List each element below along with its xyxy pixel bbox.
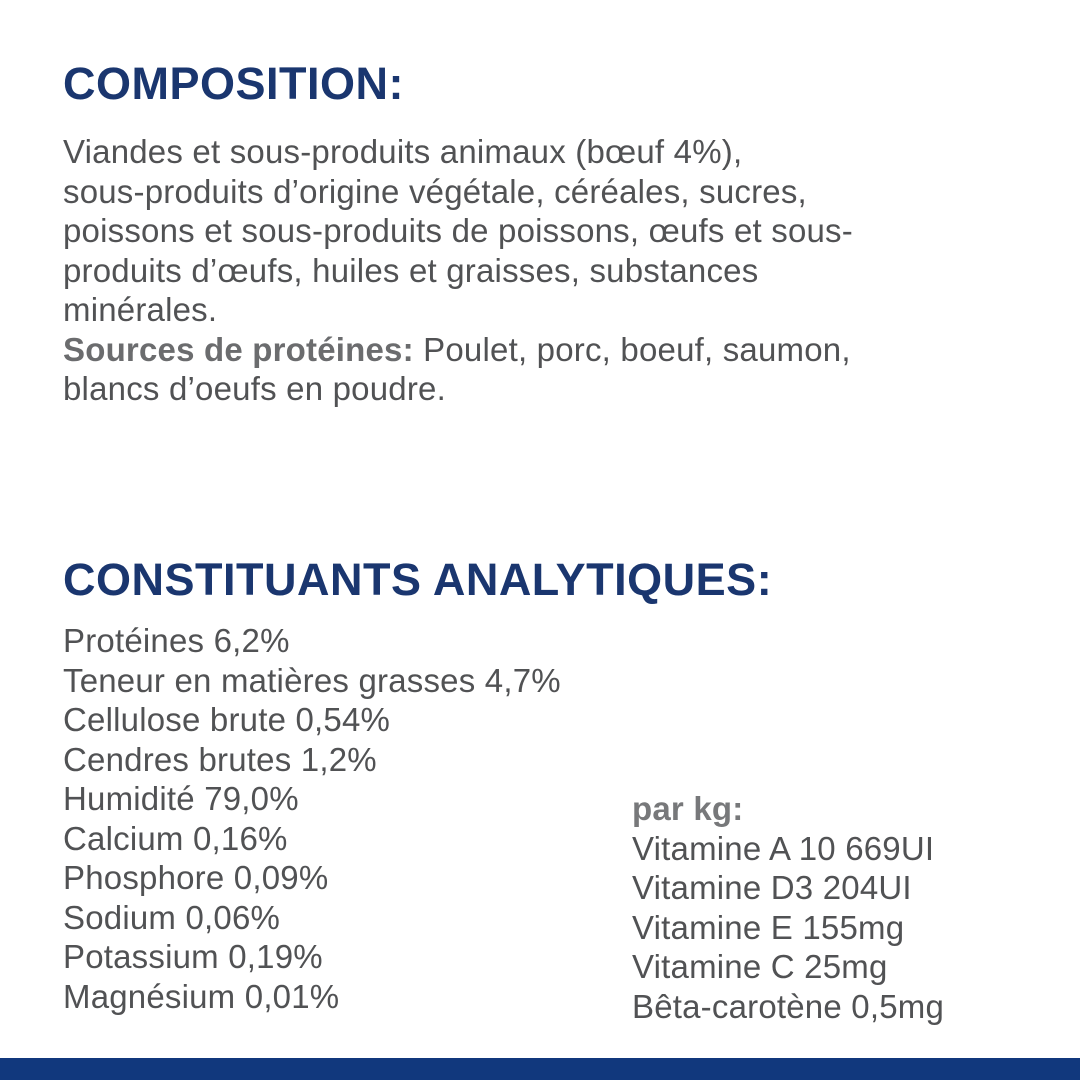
analytics-item xyxy=(63,621,561,661)
analytics-item-value: 1,2% xyxy=(300,740,377,778)
analytics-item-label: Teneur en matières grasses xyxy=(63,661,476,699)
vitamin-item-label: Vitamine C xyxy=(632,948,795,985)
vitamin-item xyxy=(632,908,944,948)
footer-brand-bar xyxy=(0,1058,1080,1080)
analytics-item xyxy=(63,700,561,740)
analytics-item-value: 0,01% xyxy=(244,977,340,1015)
vitamin-item xyxy=(632,987,944,1027)
analytics-item-value: 6,2% xyxy=(213,622,290,659)
per-kg-heading: par kg: xyxy=(632,790,744,827)
protein-sources-line: blancs d’oeufs en poudre. xyxy=(63,370,446,407)
vitamin-item-value: 204UI xyxy=(822,869,912,906)
analytics-item-label: Cellulose brute xyxy=(63,701,287,738)
protein-sources-text: Poulet, porc, boeuf, saumon, xyxy=(423,330,851,368)
composition-heading: COMPOSITION: xyxy=(63,58,404,109)
analytics-item xyxy=(63,819,561,859)
analytics-heading: CONSTITUANTS ANALYTIQUES: xyxy=(63,554,773,605)
analytics-item xyxy=(63,661,561,701)
vitamin-item-label: Vitamine E xyxy=(632,908,793,946)
composition-line: Viandes et sous-produits animaux (bœuf 4%), xyxy=(63,133,743,170)
analytics-item xyxy=(63,937,561,977)
composition-line: produits d’œufs, huiles et graisses, substances xyxy=(63,251,759,289)
analytics-item-label: Sodium xyxy=(63,898,177,936)
vitamin-item xyxy=(632,947,944,987)
analytics-item-value: 0,09% xyxy=(233,859,329,896)
vitamin-item xyxy=(632,868,944,908)
analytics-item xyxy=(63,740,561,780)
per-kg-block xyxy=(632,789,944,1026)
analytics-item-label: Cendres brutes xyxy=(63,740,292,778)
analytics-item-label: Potassium xyxy=(63,938,219,975)
composition-line: minérales. xyxy=(63,291,218,328)
vitamin-item-label: Bêta-carotène xyxy=(632,987,842,1025)
analytics-item-value: 0,06% xyxy=(185,898,281,936)
vitamin-item-value: 25mg xyxy=(804,948,888,985)
analytics-item xyxy=(63,858,561,898)
protein-sources-label: Sources de protéines: xyxy=(63,330,414,368)
analytics-item-value: 79,0% xyxy=(204,780,299,817)
vitamin-item xyxy=(632,829,944,869)
analytics-item-value: 0,54% xyxy=(295,701,391,738)
vitamin-item-value: 0,5mg xyxy=(851,987,944,1025)
protein-sources-line xyxy=(63,330,853,370)
analytics-item-label: Humidité xyxy=(63,780,195,817)
vitamin-item-value: 155mg xyxy=(802,908,905,946)
vitamin-item-value: 10 669UI xyxy=(798,829,935,867)
composition-paragraph xyxy=(63,132,853,409)
vitamin-item-label: Vitamine D3 xyxy=(632,869,814,906)
analytics-item-value: 4,7% xyxy=(484,661,561,699)
analytics-item xyxy=(63,977,561,1017)
composition-line: sous-produits d’origine végétale, céréales, sucres, xyxy=(63,172,807,210)
analytics-item-label: Protéines xyxy=(63,622,205,659)
analytics-item-label: Magnésium xyxy=(63,977,236,1015)
analytics-item-value: 0,16% xyxy=(192,819,288,857)
analytics-list xyxy=(63,621,561,1016)
analytics-item-label: Phosphore xyxy=(63,859,225,896)
analytics-item xyxy=(63,779,561,819)
analytics-item-value: 0,19% xyxy=(228,938,323,975)
analytics-item xyxy=(63,898,561,938)
vitamin-item-label: Vitamine A xyxy=(632,829,790,867)
analytics-item-label: Calcium xyxy=(63,819,184,857)
composition-line: poissons et sous-produits de poissons, œufs et sous- xyxy=(63,212,853,249)
